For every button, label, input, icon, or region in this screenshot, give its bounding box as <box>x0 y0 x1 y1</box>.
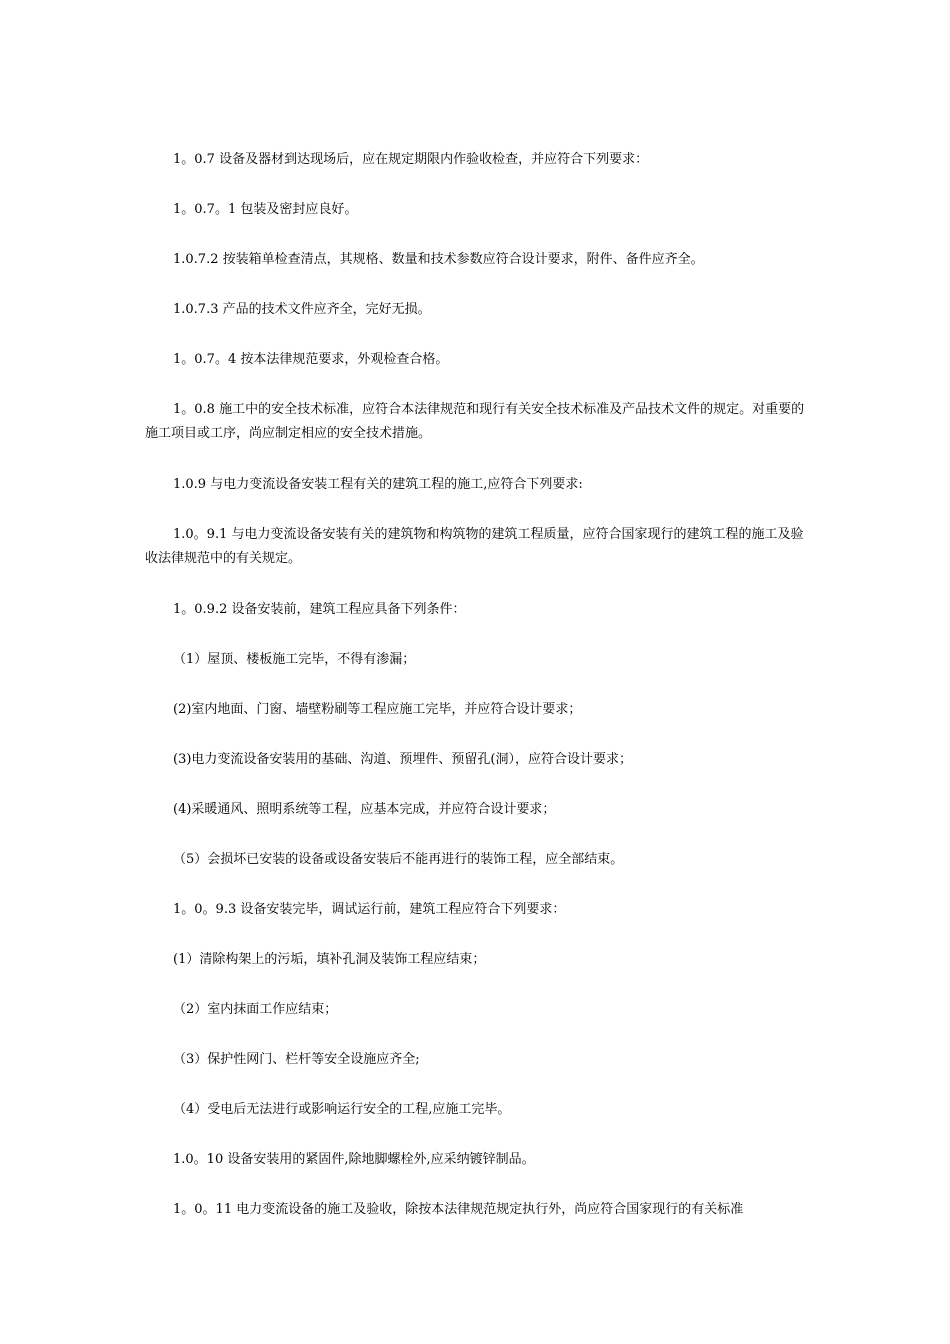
paragraph-1-0-7: 1。0.7 设备及器材到达现场后，应在规定期限内作验收检查，并应符合下列要求： <box>173 152 649 167</box>
paragraph-1-0-9: 1.0.9 与电力变流设备安装工程有关的建筑工程的施工,应符合下列要求: <box>173 477 583 492</box>
list-item-ventilation: (4)采暖通风、照明系统等工程，应基本完成，并应符合设计要求； <box>173 802 556 817</box>
list-item-decoration: （5）会损坏已安装的设备或设备安装后不能再进行的装饰工程，应全部结束。 <box>173 852 624 867</box>
list-item-power: （4）受电后无法进行或影响运行安全的工程,应施工完毕。 <box>173 1102 511 1117</box>
paragraph-1-0-7-2: 1.0.7.2 按装箱单检查清点，其规格、数量和技术参数应符合设计要求，附件、备件应齐全。 <box>173 252 704 267</box>
paragraph-1-0-7-1: 1。0.7。1 包装及密封应良好。 <box>173 202 358 217</box>
paragraph-1-0-10: 1.0。10 设备安装用的紧固件,除地脚螺栓外,应采纳镀锌制品。 <box>173 1152 535 1167</box>
paragraph-1-0-9-1: 1.0。9.1 与电力变流设备安装有关的建筑物和构筑物的建筑工程质量，应符合国家现行的建筑工程的施工及验收法律规范中的有关规定。 <box>145 527 804 566</box>
paragraph-1-0-8: 1。0.8 施工中的安全技术标准，应符合本法律规范和现行有关安全技术标准及产品技术文件的规定。对重要的施工项目或工序，尚应制定相应的安全技术措施。 <box>145 402 805 441</box>
list-item-foundation: (3)电力变流设备安装用的基础、沟道、预埋件、预留孔(洞），应符合设计要求； <box>173 752 632 767</box>
list-item-roof: （1）屋顶、楼板施工完毕，不得有渗漏； <box>173 652 416 667</box>
paragraph-1-0-11: 1。0。11 电力变流设备的施工及验收，除按本法律规范规定执行外，尚应符合国家现行的有关标准 <box>173 1202 744 1217</box>
list-item-safety: （3）保护性网门、栏杆等安全设施应齐全; <box>173 1052 420 1067</box>
list-item-clean: (1）清除构架上的污垢，填补孔洞及装饰工程应结束； <box>173 952 486 967</box>
paragraph-1-0-7-4: 1。0.7。4 按本法律规范要求，外观检查合格。 <box>173 352 449 367</box>
list-item-plaster: （2）室内抹面工作应结束； <box>173 1002 338 1017</box>
paragraph-1-0-9-3: 1。0。9.3 设备安装完毕，调试运行前，建筑工程应符合下列要求： <box>173 902 566 917</box>
paragraph-1-0-9-2: 1。0.9.2 设备安装前，建筑工程应具备下列条件： <box>173 602 466 617</box>
list-item-floor: (2)室内地面、门窗、墙壁粉刷等工程应施工完毕，并应符合设计要求； <box>173 702 582 717</box>
paragraph-1-0-7-3: 1.0.7.3 产品的技术文件应齐全，完好无损。 <box>173 302 431 317</box>
